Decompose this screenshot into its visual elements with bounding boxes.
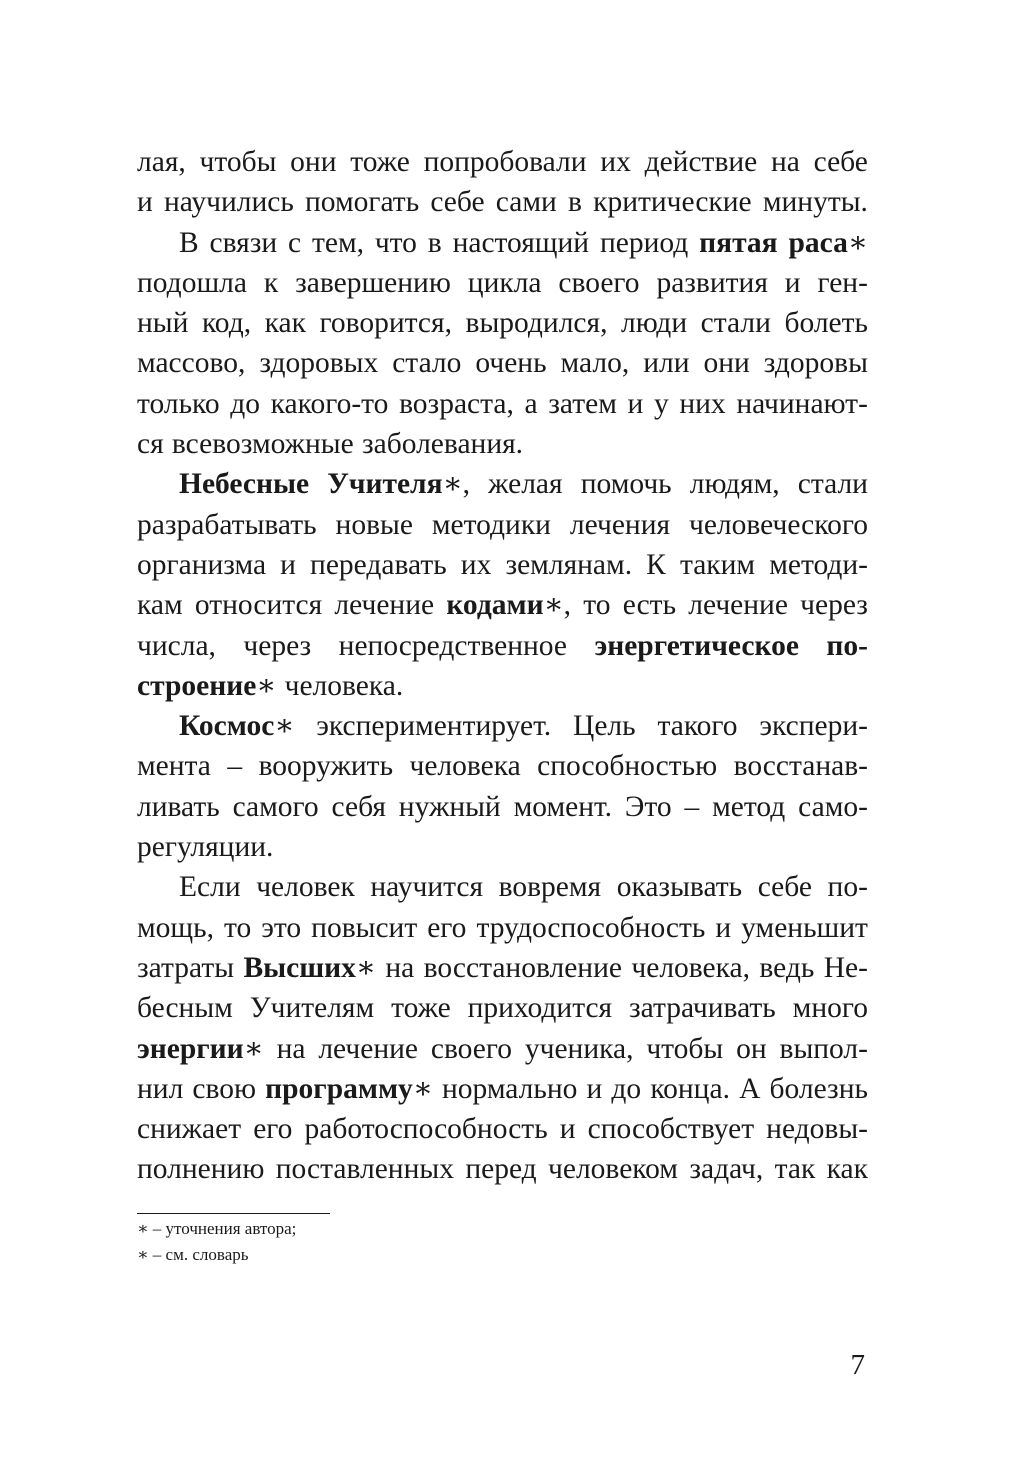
word: восстановление (423, 951, 622, 984)
word: самого (232, 790, 319, 823)
word: с (288, 226, 302, 259)
word: стало (392, 347, 462, 380)
word: способностью (537, 750, 718, 783)
word: мента (137, 750, 211, 783)
word: Если (179, 871, 241, 904)
word: много (792, 992, 868, 1025)
text-line (137, 545, 868, 585)
word: метод (712, 790, 786, 823)
word: сами (495, 186, 557, 219)
word: здоровы (763, 347, 868, 380)
word: их (600, 146, 631, 178)
text-line (137, 746, 868, 786)
text-line (137, 908, 868, 948)
word: В (179, 226, 199, 259)
word: бесным (137, 992, 233, 1025)
word: нормально (442, 1072, 578, 1105)
word: себя (331, 790, 386, 823)
word: организма (137, 548, 267, 581)
word: К (646, 548, 666, 581)
word: ведь (759, 951, 815, 984)
word: землянам. (505, 548, 633, 581)
word: они (290, 146, 337, 178)
word: лечение (688, 589, 788, 622)
word: он (736, 1032, 767, 1065)
text-line (137, 585, 868, 625)
word: относится (194, 589, 323, 622)
page-number: 7 (850, 1349, 865, 1381)
word: его (253, 1113, 293, 1146)
word: в (568, 186, 582, 219)
word: какого-то (270, 387, 389, 420)
word: до (230, 387, 261, 420)
word: по- (827, 871, 868, 904)
word: человеком (548, 1153, 678, 1186)
word: работоспособность (304, 1113, 548, 1146)
text-line (137, 1149, 868, 1189)
footnote-glossary: ∗ – см. словарь (137, 1245, 249, 1264)
word: то (583, 589, 611, 622)
word: Космос∗ (179, 710, 295, 743)
word: тоже (350, 146, 410, 178)
word: люди (621, 307, 688, 340)
word: подошла (137, 266, 247, 299)
word: кодами∗, (446, 589, 572, 622)
word: трудоспособность (476, 911, 706, 944)
word: так (774, 1153, 816, 1186)
word: всевозможные (171, 428, 354, 461)
word: Учителя∗, (327, 468, 471, 501)
word: выродился, (465, 307, 608, 340)
word: чтобы (199, 146, 277, 178)
word: приходится (467, 992, 613, 1025)
text-line (137, 424, 868, 464)
word: на (276, 1032, 306, 1065)
word: уменьшит (741, 911, 868, 944)
word: массово, (137, 347, 246, 380)
word: научились (163, 186, 294, 219)
text-line (137, 948, 868, 988)
word: возраста, (399, 387, 514, 420)
word: стали (700, 307, 771, 340)
word: действие (644, 146, 758, 178)
word: конца. (650, 1072, 730, 1105)
word: разрабатывать (137, 508, 317, 541)
word: снижает (137, 1113, 242, 1146)
word: и (137, 186, 153, 219)
text-line (137, 1109, 868, 1149)
word: энергетическое (594, 629, 799, 662)
word: и (784, 266, 801, 299)
word: или (643, 347, 690, 380)
word: такого (657, 710, 738, 743)
word: задач, (689, 1153, 764, 1186)
word: критические (593, 186, 752, 219)
word: энергии∗ (137, 1032, 264, 1065)
word: его (427, 911, 467, 944)
word: тоже (391, 992, 451, 1025)
word: как (264, 307, 306, 340)
word: способствует (587, 1113, 755, 1146)
word: заболевания. (361, 428, 524, 461)
word: то (223, 911, 252, 944)
text-line (137, 505, 868, 545)
word: человек (256, 871, 355, 904)
word: ный (137, 307, 189, 340)
word: тем, (311, 226, 364, 259)
word: завершению (295, 266, 451, 299)
word: оказывать (616, 871, 743, 904)
word: недовы- (766, 1113, 868, 1146)
word: до (611, 1072, 642, 1105)
word: ся (137, 428, 164, 461)
word: затем (548, 387, 617, 420)
word: только (137, 387, 220, 420)
word: помогать (304, 186, 420, 219)
text-line (137, 988, 868, 1028)
word: начинают- (736, 387, 868, 420)
word: передавать (310, 548, 447, 581)
word: очень (475, 347, 547, 380)
word: Небесные (179, 468, 310, 501)
word: А (739, 1072, 761, 1105)
word: код, (201, 307, 252, 340)
word: пятая (699, 226, 778, 259)
word: желая (488, 468, 563, 501)
word: они (703, 347, 750, 380)
word: себе (813, 146, 868, 178)
text-line (137, 142, 868, 182)
word: развития (656, 266, 768, 299)
word: мощь, (137, 911, 214, 944)
word: само- (798, 790, 868, 823)
footnote-author-notes: ∗ – уточнения автора; (137, 1219, 297, 1238)
text-line (137, 787, 868, 827)
word: вооружить (258, 750, 394, 783)
text-line (137, 827, 868, 867)
word: стали (797, 468, 868, 501)
text-line (137, 303, 868, 343)
word: – (684, 790, 700, 823)
word: настоящий (452, 226, 590, 259)
word: экспери- (759, 710, 868, 743)
word: выпол- (779, 1032, 868, 1065)
word: программу∗ (265, 1072, 433, 1105)
word: – (227, 750, 243, 783)
word: человека (409, 750, 521, 783)
word: научится (370, 871, 484, 904)
word: и (715, 911, 732, 944)
word: на (771, 146, 800, 178)
word: свою (192, 1072, 257, 1105)
word: через (243, 629, 312, 662)
word: через (800, 589, 868, 622)
word: лечение (334, 589, 435, 622)
word: Это (624, 790, 672, 823)
text-line (137, 1069, 868, 1109)
word: период (599, 226, 689, 259)
word: ливать (137, 790, 220, 823)
word: попробовали (423, 146, 587, 178)
word: Учителям (249, 992, 375, 1025)
word: себе (430, 186, 485, 219)
word: момент. (513, 790, 613, 823)
word: затрачивать (629, 992, 776, 1025)
word: помочь (580, 468, 672, 501)
word: цикла (467, 266, 542, 299)
word: у (653, 387, 669, 420)
word: строение∗ (137, 669, 277, 702)
word: перед (465, 1153, 537, 1186)
word: методи- (769, 548, 868, 581)
word: поставленных (275, 1153, 454, 1186)
word: ген- (817, 266, 868, 299)
word: методики (431, 508, 551, 541)
text-line (137, 706, 868, 746)
word: здоровых (259, 347, 379, 380)
word: ученика, (524, 1032, 634, 1065)
text-line (137, 867, 868, 907)
word: Высших∗ (243, 951, 376, 984)
word: и (559, 1113, 576, 1146)
word: связи (209, 226, 278, 259)
body-text (137, 142, 868, 1190)
text-line (137, 384, 868, 424)
word: нужный (398, 790, 501, 823)
word: минуты. (762, 186, 868, 219)
word: лая, (137, 146, 186, 178)
word: непосредственное (338, 629, 567, 662)
word: их (460, 548, 492, 581)
word: раса∗ (788, 226, 868, 259)
word: как (826, 1153, 868, 1186)
word: них (679, 387, 726, 420)
word: человеческого (689, 508, 868, 541)
word: себе (757, 871, 812, 904)
text-line (137, 263, 868, 303)
word: Не- (823, 951, 868, 984)
text-line (137, 1029, 868, 1069)
word: кам (137, 589, 183, 622)
footnotes (137, 1213, 537, 1268)
word: это (261, 911, 302, 944)
word: Цель (573, 710, 636, 743)
text-line (137, 223, 868, 263)
word: есть (622, 589, 677, 622)
word: своего (558, 266, 640, 299)
word: чтобы (646, 1032, 724, 1065)
word: числа, (137, 629, 216, 662)
word: затраты (137, 951, 235, 984)
text-line (137, 182, 868, 222)
word: лечения (569, 508, 671, 541)
word: и (627, 387, 644, 420)
text-line (137, 626, 868, 666)
word: нил (137, 1072, 184, 1105)
word: регуляции. (137, 831, 274, 864)
text-line (137, 343, 868, 383)
word: экспериментирует. (316, 710, 552, 743)
word: по- (826, 629, 868, 662)
word: лечение (318, 1032, 418, 1065)
word: таким (679, 548, 756, 581)
word: болеть (784, 307, 868, 340)
word: повысит (311, 911, 418, 944)
word: восстанав- (733, 750, 868, 783)
word: вовремя (498, 871, 602, 904)
word: человека. (284, 669, 404, 702)
word: к (263, 266, 279, 299)
word: и (586, 1072, 603, 1105)
word: болезнь (769, 1072, 868, 1105)
word: новые (335, 508, 413, 541)
word: человека, (631, 951, 750, 984)
word: полнению (137, 1153, 265, 1186)
word: в (427, 226, 442, 259)
word: что (374, 226, 417, 259)
text-line (137, 464, 868, 504)
word: а (524, 387, 538, 420)
word: на (385, 951, 415, 984)
text-line (137, 666, 868, 706)
footnote-separator (137, 1213, 330, 1214)
word: людям, (689, 468, 780, 501)
word: мало, (560, 347, 630, 380)
word: говорится, (319, 307, 452, 340)
word: и (280, 548, 296, 581)
word: своего (430, 1032, 512, 1065)
